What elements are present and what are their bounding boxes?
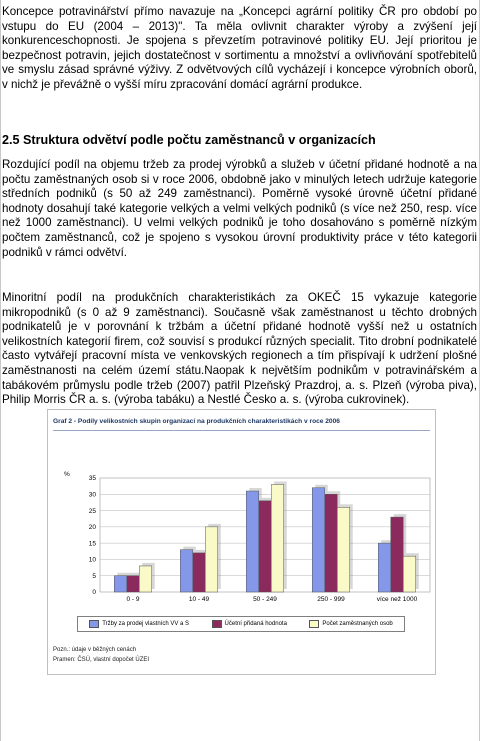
y-tick-label: 25 — [88, 507, 96, 515]
chart-title: Graf 2 - Podíly velikostních skupin organizací na produkčních charakteristikách v roce 2006 — [53, 418, 340, 425]
figure-note: Pozn.: údaje v běžných cenách — [53, 647, 137, 653]
bar — [139, 566, 152, 592]
legend-label-trzby: Tržby za prodej vlastních VV a S — [102, 621, 190, 627]
bar — [403, 556, 416, 592]
y-tick-label: 20 — [88, 524, 96, 532]
y-axis-label: % — [64, 471, 70, 478]
bar — [378, 543, 391, 592]
chart-figure — [47, 409, 436, 675]
bar — [337, 507, 350, 592]
y-tick-label: 0 — [92, 589, 96, 597]
legend-swatch-pocet-osob — [309, 620, 319, 628]
bar — [391, 517, 404, 592]
bar — [312, 488, 325, 592]
bar — [246, 491, 259, 592]
x-tick-label: 0 - 9 — [126, 596, 140, 603]
legend-item-pocet-osob — [309, 620, 392, 628]
y-tick-label: 10 — [88, 556, 96, 564]
paragraph-koncepce: Koncepce potravinářství přímo navazuje na „Koncepci agrární politiky ČR pro období po vstupu do EU (2004 – 2013)". Ta měla ovlivnit charakter výroby a zvýšení její konkurenceschopnosti. Je spojena s převzetím potravinové politiky EU. Její prioritou je bezpečnost potravin, jejich dostatečnost v sortimentu a množství a ovlivňování spotřebitelů ve smyslu zásad správné výživy. Z odvětvových cílů vycházejí i koncepce výrobních oborů, v nichž je převážně o vyšší míru zpracování domácí agrární produkce. — [2, 5, 477, 91]
legend-item-trzby — [89, 620, 189, 628]
paragraph-struktura: Rozdující podíl na objemu tržeb za prodej výrobků a služeb v účetní přidané hodnotě a na počtu zaměstnaných osob si v roce 2006, obdobně jako v minulých letech udržuje kategorie středních podniků (s 50 až 249 zaměstnanci). Poměrně vysoké úrovně účetní přidané hodnoty dosahují také kategorie velkých a velmi velkých podniků (s více než 250, resp. více než 1000 zaměstnanci). U velmi velkých podniků je toho dosahováno s poměrně nízkým počtem zaměstnanců, což je spojeno s vysokou úrovní produktivity práce v této kategorii podniků v rámci odvětví. — [2, 158, 477, 259]
legend-label-pridana-hodnota: Účetní přidaná hodnota — [224, 621, 287, 627]
y-tick-label: 35 — [88, 475, 96, 483]
x-tick-label: 50 - 249 — [253, 596, 277, 603]
y-tick-label: 5 — [92, 572, 96, 580]
figure-source: Pramen: ČSÚ, vlastní dopočet ÚZEI — [53, 657, 150, 663]
bar — [205, 527, 218, 592]
bar — [325, 494, 338, 592]
bar — [127, 576, 140, 592]
bar — [180, 550, 193, 592]
chart-legend — [77, 616, 405, 632]
x-tick-label: 10 - 49 — [188, 596, 210, 603]
legend-swatch-trzby — [89, 620, 99, 628]
x-tick-label: 250 - 999 — [317, 596, 345, 603]
bar-chart — [48, 410, 435, 610]
x-tick-label: více než 1000 — [376, 596, 418, 603]
bar — [259, 501, 272, 592]
legend-label-pocet-osob: Počet zaměstnaných osob — [322, 621, 393, 627]
y-tick-label: 15 — [88, 540, 96, 548]
paragraph-mikropodniky: Minoritní podíl na produkčních charakteristikách za OKEČ 15 vykazuje kategorie mikropodniků (s 0 až 9 zaměstnanci). Současně však zaměstnanost u těchto drobných podnikatelů je v porovnání k tržbám a účetní přidané hodnotě vyšší než u ostatních velikostních kategorií firem, což souvisí s produkcí různých specialit. Tito drobní podnikatelé často vytvářejí pracovní místa ve venkovských regionech a tím přispívají k udržení plošné zaměstnanosti na celém území státu.Naopak k největším podnikům v potravinářském a tabákovém průmyslu podle tržeb (2007) patřil Plzeňský Prazdroj, a. s. Plzeň (výroba piva), Philip Morris ČR a. s. (výroba tabáku) a Nestlé Česko a. s. (výroba cukrovinek). — [2, 291, 477, 407]
bar — [271, 485, 284, 592]
bar — [114, 576, 127, 592]
y-tick-label: 30 — [88, 491, 96, 499]
legend-item-pridana-hodnota — [212, 620, 287, 628]
section-heading: 2.5 Struktura odvětví podle počtu zaměstnanců v organizacích — [2, 133, 376, 147]
page-left-edge — [0, 0, 1, 741]
bar — [193, 553, 206, 592]
legend-swatch-pridana-hodnota — [212, 620, 222, 628]
